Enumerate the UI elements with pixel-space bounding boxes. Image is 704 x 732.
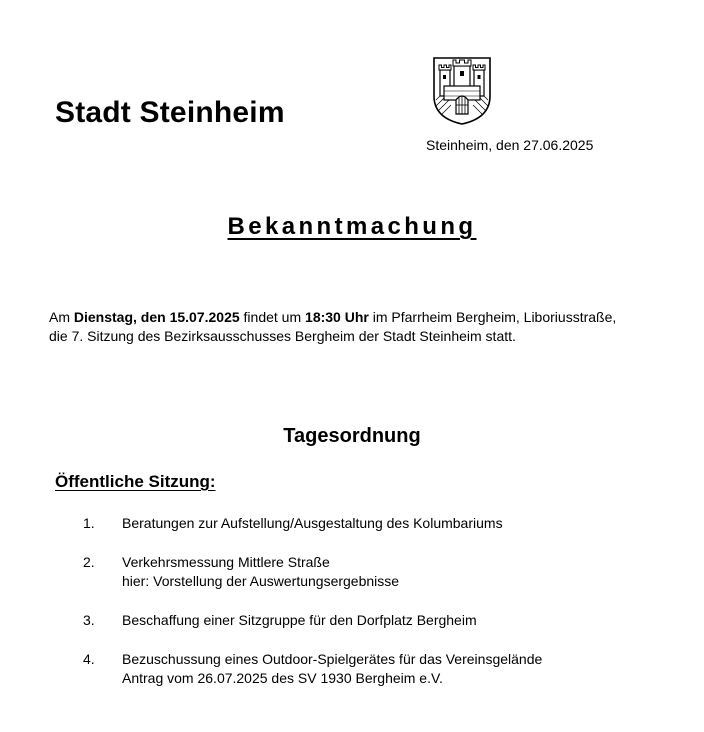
agenda-item-text (122, 553, 399, 591)
section-title: Öffentliche Sitzung: (55, 472, 216, 491)
agenda-item-line-1: Beratungen zur Aufstellung/Ausgestaltung des Kolumbariums (122, 515, 503, 531)
agenda-item-number: 4. (83, 651, 95, 667)
agenda-item-text (122, 650, 542, 688)
intro-part-2: findet um (239, 309, 306, 325)
notice-title-text: Bekanntmachung (227, 213, 477, 240)
agenda-item-line-1: Bezuschussung eines Outdoor-Spielgerätes für das Vereinsgelände (122, 651, 543, 667)
agenda-item-text (122, 514, 503, 533)
intro-part-3: im Pfarrheim Bergheim, Liboriusstraße, (368, 309, 617, 325)
agenda-item-number: 3. (83, 612, 95, 628)
agenda-item-line-1: Verkehrsmessung Mittlere Straße (122, 554, 330, 570)
intro-paragraph (49, 308, 669, 346)
place-date: Steinheim, den 27.06.2025 (426, 137, 594, 153)
agenda-item-line-2: Antrag vom 26.07.2025 des SV 1930 Bergheim e.V. (122, 670, 443, 686)
agenda-item-line-1: Beschaffung einer Sitzgruppe für den Dorfplatz Bergheim (122, 612, 477, 628)
city-name: Stadt Steinheim (55, 96, 285, 129)
meeting-date: Dienstag, den 15.07.2025 (73, 309, 240, 325)
agenda-item-number: 2. (83, 554, 95, 570)
intro-part-1: Am (49, 309, 74, 325)
notice-title (0, 213, 704, 241)
meeting-time: 18:30 Uhr (305, 309, 369, 325)
coat-of-arms-icon (432, 56, 492, 126)
agenda-item-text (122, 611, 477, 630)
intro-line-2: die 7. Sitzung des Bezirksausschusses Bergheim der Stadt Steinheim statt. (49, 328, 516, 344)
agenda-item-line-2: hier: Vorstellung der Auswertungsergebnisse (122, 573, 400, 589)
agenda-title: Tagesordnung (283, 425, 421, 447)
agenda-item-number: 1. (83, 515, 95, 531)
